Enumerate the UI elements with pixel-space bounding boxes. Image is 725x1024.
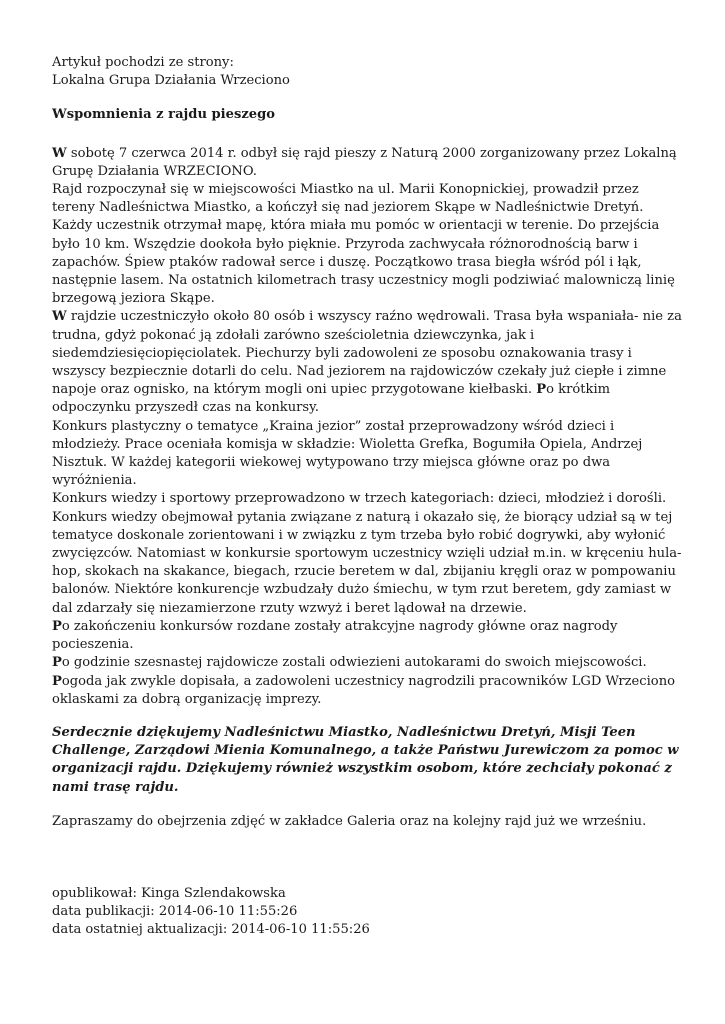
- thanks-note: Serdecznie dziękujemy Nadleśnictwu Miastko, Nadleśnictwu Dretyń, Misji Teen Challenge, Zarządowi Mienia Komunalnego, a także Państwu Jurewiczom za pomoc w organizacji rajdu. Dziękujemy również wszystkim osobom, które zechciały pokonać z nami trasę rajdu.: [52, 724, 679, 795]
- paragraph: [52, 145, 682, 181]
- paragraph-text: Konkurs plastyczny o tematyce „Kraina jezior” został przeprowadzony wśród dzieci i młodzieży. Prace oceniała komisja w składzie: Wioletta Grefka, Bogumiła Opiela, Andrzej Nisztuk. W każdej kategorii wiekowej wytypowano trzy miejsca główne oraz po dwa wyróżnienia.: [52, 418, 643, 489]
- article-title: Wspomnienia z rajdu pieszego: [52, 107, 276, 123]
- author-line: opublikował: Kinga Szlendakowska: [52, 885, 286, 901]
- paragraph-text: ogoda jak zwykle dopisała, a zadowoleni uczestnicy nagrodzili pracowników LGD Wrzeciono oklaskami za dobrą organizację imprezy.: [52, 673, 676, 707]
- paragraph-text: sobotę 7 czerwca 2014 r. odbył się rajd pieszy z Naturą 2000 zorganizowany przez Lokalną Grupę Działania WRZECIONO.: [52, 145, 677, 179]
- paragraph-text: rajdzie uczestniczyło około 80 osób i wszyscy raźno wędrowali. Trasa była wspaniała- nie za trudna, gdyż pokonać ją zdołali zarówno sześcioletnia dziewczynka, jak i siedemdziesięciopięciolatek. Piechurzy byli zadowoleni ze sposobu oznakowania trasy i wszyscy bezpiecznie dotarli do celu. Nad jeziorem na rajdowiczów czekały już ciepłe i zimne napoje oraz ognisko, na którym mogli oni upiec przygotowane kiełbaski.: [52, 309, 682, 398]
- paragraph: [52, 418, 682, 491]
- paragraph-text: o zakończeniu konkursów rozdane zostały atrakcyjne nagrody główne oraz nagrody pocieszenia.: [52, 618, 618, 653]
- publication-meta: [52, 885, 682, 940]
- invite-note: Zapraszamy do obejrzenia zdjęć w zakładce Galeria oraz na kolejny rajd już we wrześniu.: [52, 813, 647, 829]
- paragraph: [52, 673, 682, 709]
- document-page: [52, 54, 682, 940]
- paragraph-initial: P: [52, 655, 62, 671]
- paragraph: [52, 308, 682, 417]
- paragraph: [52, 654, 682, 672]
- source-label: Artykuł pochodzi ze strony:: [52, 55, 234, 70]
- paragraph: [52, 618, 682, 654]
- paragraph-initial: W: [52, 145, 67, 161]
- paragraph-text: o godzinie szesnastej rajdowicze zostali odwiezieni autokarami do swoich miejscowości.: [61, 655, 647, 671]
- paragraph-text: Rajd rozpoczynał się w miejscowości Miastko na ul. Marii Konopnickiej, prowadził przez tereny Nadleśnictwa Miastko, a kończył się nad jeziorem Skąpe w Nadleśnictwie Dretyń. Każdy uczestnik otrzymał mapę, która miała mu pomóc w orientacji w terenie. Do przejścia było 10 km. Wszędzie dookoła było pięknie. Przyroda zachwycała różnorodnością barw i zapachów. Śpiew ptaków radował serce i duszę. Początkowo trasa biegła wśród pól i łąk, następnie lasem. Na ostatnich kilometrach trasy uczestnicy mogli podziwiać malowniczą linię brzegową jeziora Skąpe.: [52, 182, 675, 307]
- source-name: Lokalna Grupa Działania Wrzeciono: [52, 73, 290, 89]
- paragraph-initial: P: [52, 673, 62, 689]
- published-date: data publikacji: 2014-06-10 11:55:26: [52, 904, 298, 920]
- source-info: [52, 54, 682, 90]
- updated-date: data ostatniej aktualizacji: 2014-06-10 11:55:26: [52, 922, 370, 938]
- paragraph: [52, 181, 682, 308]
- paragraph-initial: P: [52, 618, 62, 634]
- paragraph-initial: P: [536, 382, 547, 398]
- paragraph: [52, 490, 682, 617]
- paragraph-text: o krótkim odpoczynku przyszedł czas na konkursy.: [52, 382, 611, 416]
- paragraph-initial: W: [52, 309, 67, 325]
- article-body: [52, 145, 682, 709]
- paragraph-text: Konkurs wiedzy i sportowy przeprowadzono w trzech kategoriach: dzieci, młodzież i dorośli. Konkurs wiedzy obejmował pytania związane z naturą i okazało się, że biorący udział są w tej tematyce doskonale zorientowani i w związku z tym trzeba było robić dogrywki, aby wyłonić zwycięzców. Natomiast w konkursie sportowym uczestnicy wzięli udział m.in. w kręceniu hula-hop, skokach na skakance, biegach, rzucie beretem w dal, zbijaniu kręgli oraz w pompowaniu balonów. Niektóre konkurencje wzbudzały dużo śmiechu, w tym rzut beretem, gdy zamiast w dal zdarzały się niezamierzone rzuty wzwyż i beret lądował na drzewie.: [52, 491, 682, 616]
